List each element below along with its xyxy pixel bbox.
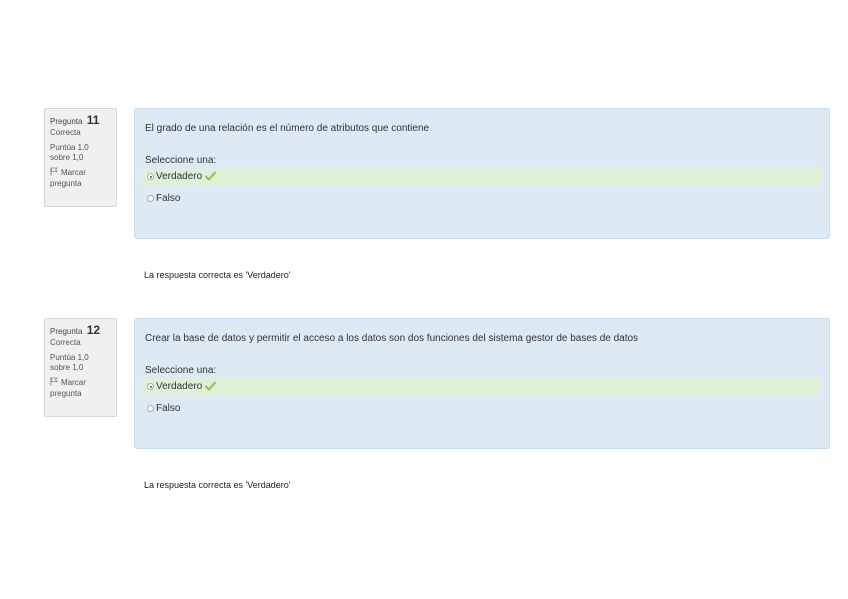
radio-button[interactable] [147,405,154,412]
option-label: Falso [156,403,181,414]
correct-answer-feedback: La respuesta correcta es 'Verdadero' [144,270,291,280]
answer-option-true[interactable] [141,377,821,396]
question-label: Pregunta [50,117,83,126]
radio-button[interactable] [147,383,154,390]
question-text: El grado de una relación es el número de atributos que contiene [145,123,430,134]
check-icon [205,169,216,188]
radio-button[interactable] [147,195,154,202]
radio-button[interactable] [147,173,154,180]
question-grade: Puntúa 1,0 sobre 1,0 [50,143,89,162]
answer-option-true[interactable] [141,167,821,186]
question-state: Correcta [50,128,81,137]
question-label: Pregunta [50,327,83,336]
flag-question-link[interactable] [50,377,111,399]
answer-option-false[interactable] [141,189,821,208]
question-state: Correcta [50,338,81,347]
question-12 [0,318,848,508]
option-label: Verdadero [156,171,203,182]
question-text: Crear la base de datos y permitir el acceso a los datos son dos funciones del sistema gestor de bases de datos [145,333,639,344]
flag-icon [50,167,58,179]
question-grade: Puntúa 1,0 sobre 1,0 [50,353,89,372]
option-label: Verdadero [156,381,203,392]
option-label: Falso [156,193,181,204]
correct-answer-feedback: La respuesta correcta es 'Verdadero' [144,480,291,490]
question-content [134,318,830,449]
flag-label: Marcar pregunta [50,168,86,188]
question-info [44,108,117,207]
flag-label: Marcar pregunta [50,378,86,398]
answer-prompt: Seleccione una: [145,365,217,376]
question-info [44,318,117,417]
question-11 [0,108,848,298]
check-icon [205,379,216,398]
answer-option-false[interactable] [141,399,821,418]
question-number: 12 [86,323,101,337]
question-content [134,108,830,239]
answer-prompt: Seleccione una: [145,155,217,166]
question-number: 11 [86,113,100,127]
flag-question-link[interactable] [50,167,111,189]
flag-icon [50,377,58,389]
